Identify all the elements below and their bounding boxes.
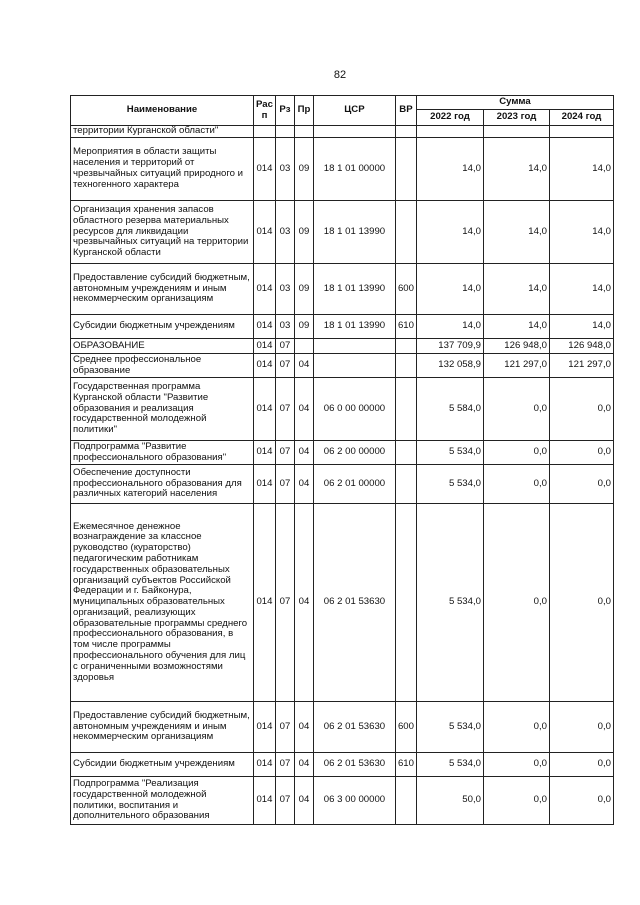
row-csr — [313, 339, 395, 354]
row-value-2022: 14,0 — [416, 201, 483, 264]
row-rasp: 014 — [254, 753, 276, 777]
row-rasp: 014 — [254, 354, 276, 378]
row-value-2022: 5 534,0 — [416, 702, 483, 753]
row-value-2023: 0,0 — [483, 504, 549, 702]
row-value-2022: 50,0 — [416, 777, 483, 825]
row-value-2022: 5 534,0 — [416, 504, 483, 702]
row-rz: 07 — [275, 702, 294, 753]
row-rz: 03 — [275, 138, 294, 201]
row-vr — [395, 339, 416, 354]
row-value-2023: 0,0 — [483, 378, 549, 441]
row-pr: 04 — [294, 777, 313, 825]
row-value-2022: 137 709,9 — [416, 339, 483, 354]
row-csr: 18 1 01 13990 — [313, 315, 395, 339]
row-pr: 09 — [294, 264, 313, 315]
table-row — [71, 441, 614, 465]
header-pr: Пр — [294, 96, 313, 126]
row-csr: 06 2 01 53630 — [313, 753, 395, 777]
row-vr: 600 — [395, 264, 416, 315]
row-name: Субсидии бюджетным учреждениям — [71, 315, 254, 339]
row-value-2023: 0,0 — [483, 777, 549, 825]
row-rz: 03 — [275, 264, 294, 315]
table-row — [71, 777, 614, 825]
row-vr — [395, 441, 416, 465]
row-vr — [395, 138, 416, 201]
row-csr — [313, 354, 395, 378]
row-value-2023: 0,0 — [483, 441, 549, 465]
budget-table — [70, 95, 614, 825]
row-rasp — [254, 126, 276, 138]
row-rz: 07 — [275, 777, 294, 825]
row-rasp: 014 — [254, 315, 276, 339]
table-row — [71, 339, 614, 354]
row-name: Мероприятия в области защиты населения и территорий от чрезвычайных ситуаций природного и техногенного характера — [71, 138, 254, 201]
row-value-2022: 14,0 — [416, 138, 483, 201]
row-rasp: 014 — [254, 702, 276, 753]
row-value-2024: 121 297,0 — [549, 354, 613, 378]
row-value-2022: 5 534,0 — [416, 465, 483, 504]
row-vr: 610 — [395, 753, 416, 777]
row-pr: 04 — [294, 465, 313, 504]
row-rasp: 014 — [254, 777, 276, 825]
row-value-2022 — [416, 126, 483, 138]
row-pr: 09 — [294, 315, 313, 339]
row-rasp: 014 — [254, 201, 276, 264]
row-value-2023: 0,0 — [483, 465, 549, 504]
row-value-2024: 0,0 — [549, 378, 613, 441]
row-rz: 03 — [275, 315, 294, 339]
table-row — [71, 753, 614, 777]
row-value-2024: 14,0 — [549, 201, 613, 264]
row-vr: 610 — [395, 315, 416, 339]
row-vr — [395, 126, 416, 138]
row-vr: 600 — [395, 702, 416, 753]
row-value-2023: 14,0 — [483, 138, 549, 201]
table-row — [71, 315, 614, 339]
row-value-2023: 14,0 — [483, 201, 549, 264]
row-name: Ежемесячное денежное вознаграждение за классное руководство (кураторство) педагогическим работникам государственных образовательных организаций субъектов Российской Федерации и г. Байконура, муниципальных образовательных организаций, реализующих образовательные программы среднего профессионального образования, в том числе программы профессионального обучения для лиц с ограниченными возможностями здоровья — [71, 504, 254, 702]
row-value-2024: 14,0 — [549, 264, 613, 315]
row-value-2023: 14,0 — [483, 315, 549, 339]
header-vr: ВР — [395, 96, 416, 126]
row-name: Субсидии бюджетным учреждениям — [71, 753, 254, 777]
row-value-2022: 5 534,0 — [416, 753, 483, 777]
row-name: Предоставление субсидий бюджетным, автономным учреждениям и иным некоммерческим организациям — [71, 702, 254, 753]
row-vr — [395, 465, 416, 504]
page-number: 82 — [333, 69, 347, 81]
row-rasp: 014 — [254, 138, 276, 201]
row-csr: 06 2 01 53630 — [313, 702, 395, 753]
row-value-2024: 0,0 — [549, 777, 613, 825]
row-value-2023 — [483, 126, 549, 138]
row-csr: 18 1 01 13990 — [313, 201, 395, 264]
row-value-2024: 14,0 — [549, 315, 613, 339]
table-row — [71, 126, 614, 138]
row-value-2023: 14,0 — [483, 264, 549, 315]
header-year-2023: 2023 год — [483, 110, 549, 126]
row-value-2022: 14,0 — [416, 264, 483, 315]
row-pr: 04 — [294, 441, 313, 465]
row-csr: 18 1 01 13990 — [313, 264, 395, 315]
row-name: Подпрограмма "Развитие профессионального образования" — [71, 441, 254, 465]
table-row — [71, 201, 614, 264]
row-pr: 04 — [294, 378, 313, 441]
row-csr: 06 2 01 00000 — [313, 465, 395, 504]
row-pr: 04 — [294, 753, 313, 777]
table-body — [71, 126, 614, 825]
row-rasp: 014 — [254, 465, 276, 504]
row-value-2024: 126 948,0 — [549, 339, 613, 354]
row-value-2024: 0,0 — [549, 753, 613, 777]
row-rz: 07 — [275, 441, 294, 465]
row-rasp: 014 — [254, 504, 276, 702]
row-name: Организация хранения запасов областного резерва материальных ресурсов для ликвидации чрезвычайных ситуаций на территории Курганской области — [71, 201, 254, 264]
table-row — [71, 504, 614, 702]
row-name: Предоставление субсидий бюджетным, автономным учреждениям и иным некоммерческим организациям — [71, 264, 254, 315]
row-pr: 04 — [294, 504, 313, 702]
row-rz: 07 — [275, 504, 294, 702]
row-value-2024: 0,0 — [549, 465, 613, 504]
row-value-2023: 121 297,0 — [483, 354, 549, 378]
row-value-2022: 14,0 — [416, 315, 483, 339]
table-row — [71, 264, 614, 315]
row-value-2024 — [549, 126, 613, 138]
row-vr — [395, 504, 416, 702]
table-header — [71, 96, 614, 126]
row-name: Обеспечение доступности профессионального образования для различных категорий населения — [71, 465, 254, 504]
row-rz: 07 — [275, 354, 294, 378]
row-pr — [294, 339, 313, 354]
header-csr: ЦСР — [313, 96, 395, 126]
row-rz — [275, 126, 294, 138]
row-value-2023: 0,0 — [483, 702, 549, 753]
row-vr — [395, 777, 416, 825]
row-rasp: 014 — [254, 378, 276, 441]
row-rz: 07 — [275, 465, 294, 504]
header-sum: Сумма — [416, 96, 613, 110]
row-rz: 07 — [275, 339, 294, 354]
table-row — [71, 702, 614, 753]
header-name: Наименование — [71, 96, 254, 126]
header-year-2022: 2022 год — [416, 110, 483, 126]
row-value-2024: 0,0 — [549, 504, 613, 702]
row-vr — [395, 354, 416, 378]
row-csr: 06 0 00 00000 — [313, 378, 395, 441]
row-rz: 03 — [275, 201, 294, 264]
row-pr: 04 — [294, 354, 313, 378]
row-rasp: 014 — [254, 339, 276, 354]
row-name: Подпрограмма "Реализация государственной молодежной политики, воспитания и дополнительного образования — [71, 777, 254, 825]
row-value-2022: 132 058,9 — [416, 354, 483, 378]
row-pr: 04 — [294, 702, 313, 753]
row-value-2023: 0,0 — [483, 753, 549, 777]
row-csr: 06 3 00 00000 — [313, 777, 395, 825]
table-row — [71, 138, 614, 201]
table-row — [71, 354, 614, 378]
row-csr — [313, 126, 395, 138]
row-vr — [395, 378, 416, 441]
row-rz: 07 — [275, 753, 294, 777]
header-year-2024: 2024 год — [549, 110, 613, 126]
row-rasp: 014 — [254, 264, 276, 315]
row-value-2024: 14,0 — [549, 138, 613, 201]
header-rz: Рз — [275, 96, 294, 126]
row-rasp: 014 — [254, 441, 276, 465]
row-csr: 06 2 00 00000 — [313, 441, 395, 465]
row-value-2023: 126 948,0 — [483, 339, 549, 354]
row-value-2022: 5 584,0 — [416, 378, 483, 441]
row-pr: 09 — [294, 138, 313, 201]
header-rasp: Рас п — [254, 96, 276, 126]
row-value-2024: 0,0 — [549, 441, 613, 465]
row-value-2022: 5 534,0 — [416, 441, 483, 465]
row-pr: 09 — [294, 201, 313, 264]
row-rz: 07 — [275, 378, 294, 441]
row-value-2024: 0,0 — [549, 702, 613, 753]
table-row — [71, 378, 614, 441]
row-vr — [395, 201, 416, 264]
row-csr: 06 2 01 53630 — [313, 504, 395, 702]
table-row — [71, 465, 614, 504]
row-name: Среднее профессиональное образование — [71, 354, 254, 378]
row-name: территории Курганской области" — [71, 126, 254, 138]
row-pr — [294, 126, 313, 138]
row-csr: 18 1 01 00000 — [313, 138, 395, 201]
row-name: Государственная программа Курганской области "Развитие образования и реализация государственной молодежной политики" — [71, 378, 254, 441]
row-name: ОБРАЗОВАНИЕ — [71, 339, 254, 354]
